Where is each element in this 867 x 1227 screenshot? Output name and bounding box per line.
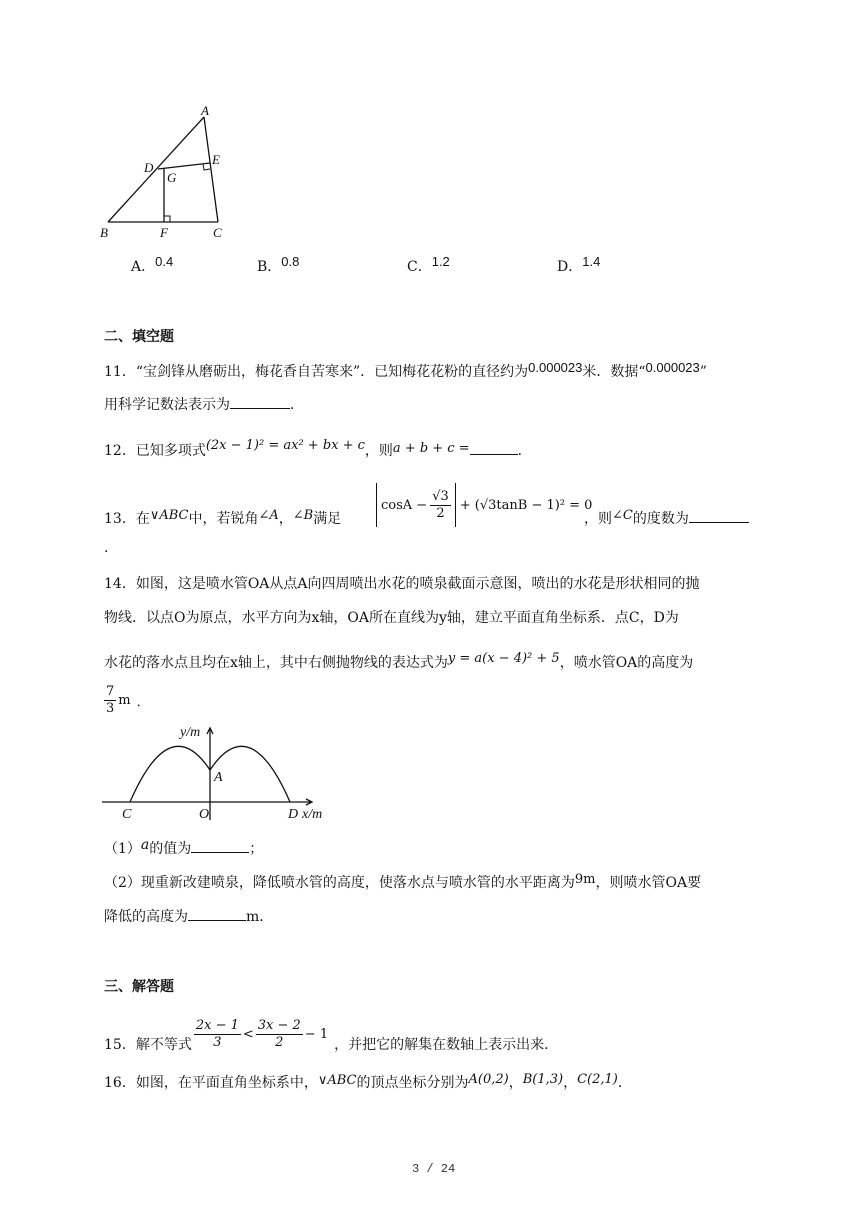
question-14-line1: 14．如图，这是喷水管OA从点A向四周喷出水花的喷泉截面示意图，喷出的水花是形状相同的抛: [104, 576, 700, 592]
left-parabola: [130, 746, 210, 802]
absolute-value: cosA − $\frac{√3}{2}$: [376, 483, 456, 527]
question-12: 12．已知多项式(2x − 1)² = ax² + bx + c，则a + b + c = ．: [104, 438, 532, 459]
right-angle-e: [203, 164, 210, 170]
choice-b: B．0.8: [257, 254, 300, 275]
question-11-line2: 用科学记数法表示为 ．: [104, 394, 304, 414]
question-14-height: $\frac{7}{3}$ m ．: [106, 684, 150, 716]
point-a-label: A: [214, 770, 223, 785]
side-ab: [108, 117, 204, 222]
section-title-fill-blank: 二、填空题: [104, 329, 174, 345]
origin-label: O: [199, 807, 210, 822]
section-title-solve: 三、解答题: [104, 979, 174, 995]
question-13-tail: ，则∠C的度数为: [584, 508, 749, 528]
answer-blank-12[interactable]: [470, 440, 518, 455]
question-16: 16．如图，在平面直角坐标系中，∨ABC的顶点坐标分别为A(0,2)，B(1,3)，C(2,1)．: [104, 1072, 632, 1091]
point-c-label: C: [122, 807, 132, 822]
question-13-equation: cosA − $\frac{√3}{2}$ + (√3tanB − 1)² = 0: [376, 482, 592, 528]
question-14-part1: （1）a的值为 ；: [104, 837, 264, 857]
label-f: F: [160, 225, 168, 240]
label-b: B: [100, 225, 108, 240]
question-14-line2: 物线．以点O为原点，水平方向为x轴，OA所在直线为y轴，建立平面直角坐标系．点C，D为: [104, 610, 679, 626]
fountain-figure: [100, 720, 340, 825]
right-angle-f: [164, 216, 170, 222]
choice-d: D．1.4: [557, 254, 601, 275]
question-11-line1: 11．“宝剑锋从磨砺出，梅花香自苦寒来”．已知梅花花粉的直径约为0.000023米．数据“0.000023”: [104, 360, 707, 380]
question-15: 15．解不等式 $\frac{2x - 1}{3}$ < $\frac{3x - 2}{2}$ − 1 ，并把它的解集在数轴上表示出来．: [104, 1017, 559, 1053]
choice-c: C．1.2: [407, 254, 450, 275]
label-a: A: [201, 103, 209, 118]
point-d-label: D: [288, 807, 299, 822]
x-axis-label: x/m: [302, 807, 323, 822]
choice-a: A．0.4: [131, 254, 174, 275]
answer-blank-11[interactable]: [230, 394, 290, 409]
answer-blank-14-2[interactable]: [188, 906, 246, 921]
triangle-figure: [100, 100, 235, 240]
answer-blank-13[interactable]: [689, 508, 749, 523]
label-e: E: [212, 152, 220, 167]
question-14-line3: 水花的落水点且均在x轴上，其中右侧抛物线的表达式为y = a(x − 4)² + 5，喷水管OA的高度为: [104, 651, 694, 671]
segment-de: [158, 163, 210, 169]
label-d: D: [144, 160, 154, 175]
question-13-dot: .: [104, 540, 109, 556]
label-c: C: [213, 225, 222, 240]
y-axis-label: y/m: [180, 725, 201, 740]
question-14-part2-line2: 降低的高度为 m．: [104, 906, 273, 926]
question-13: 13．在∨ABC中，若锐角∠A，∠B满足: [104, 508, 342, 527]
question-14-part2: （2）现重新改建喷泉，降低喷水管的高度，使落水点与喷水管的水平距离为9m，则喷水管OA要: [104, 872, 702, 891]
label-g: G: [167, 170, 177, 185]
page-number: 3 / 24: [412, 1162, 456, 1176]
answer-blank-14-1[interactable]: [191, 838, 249, 853]
